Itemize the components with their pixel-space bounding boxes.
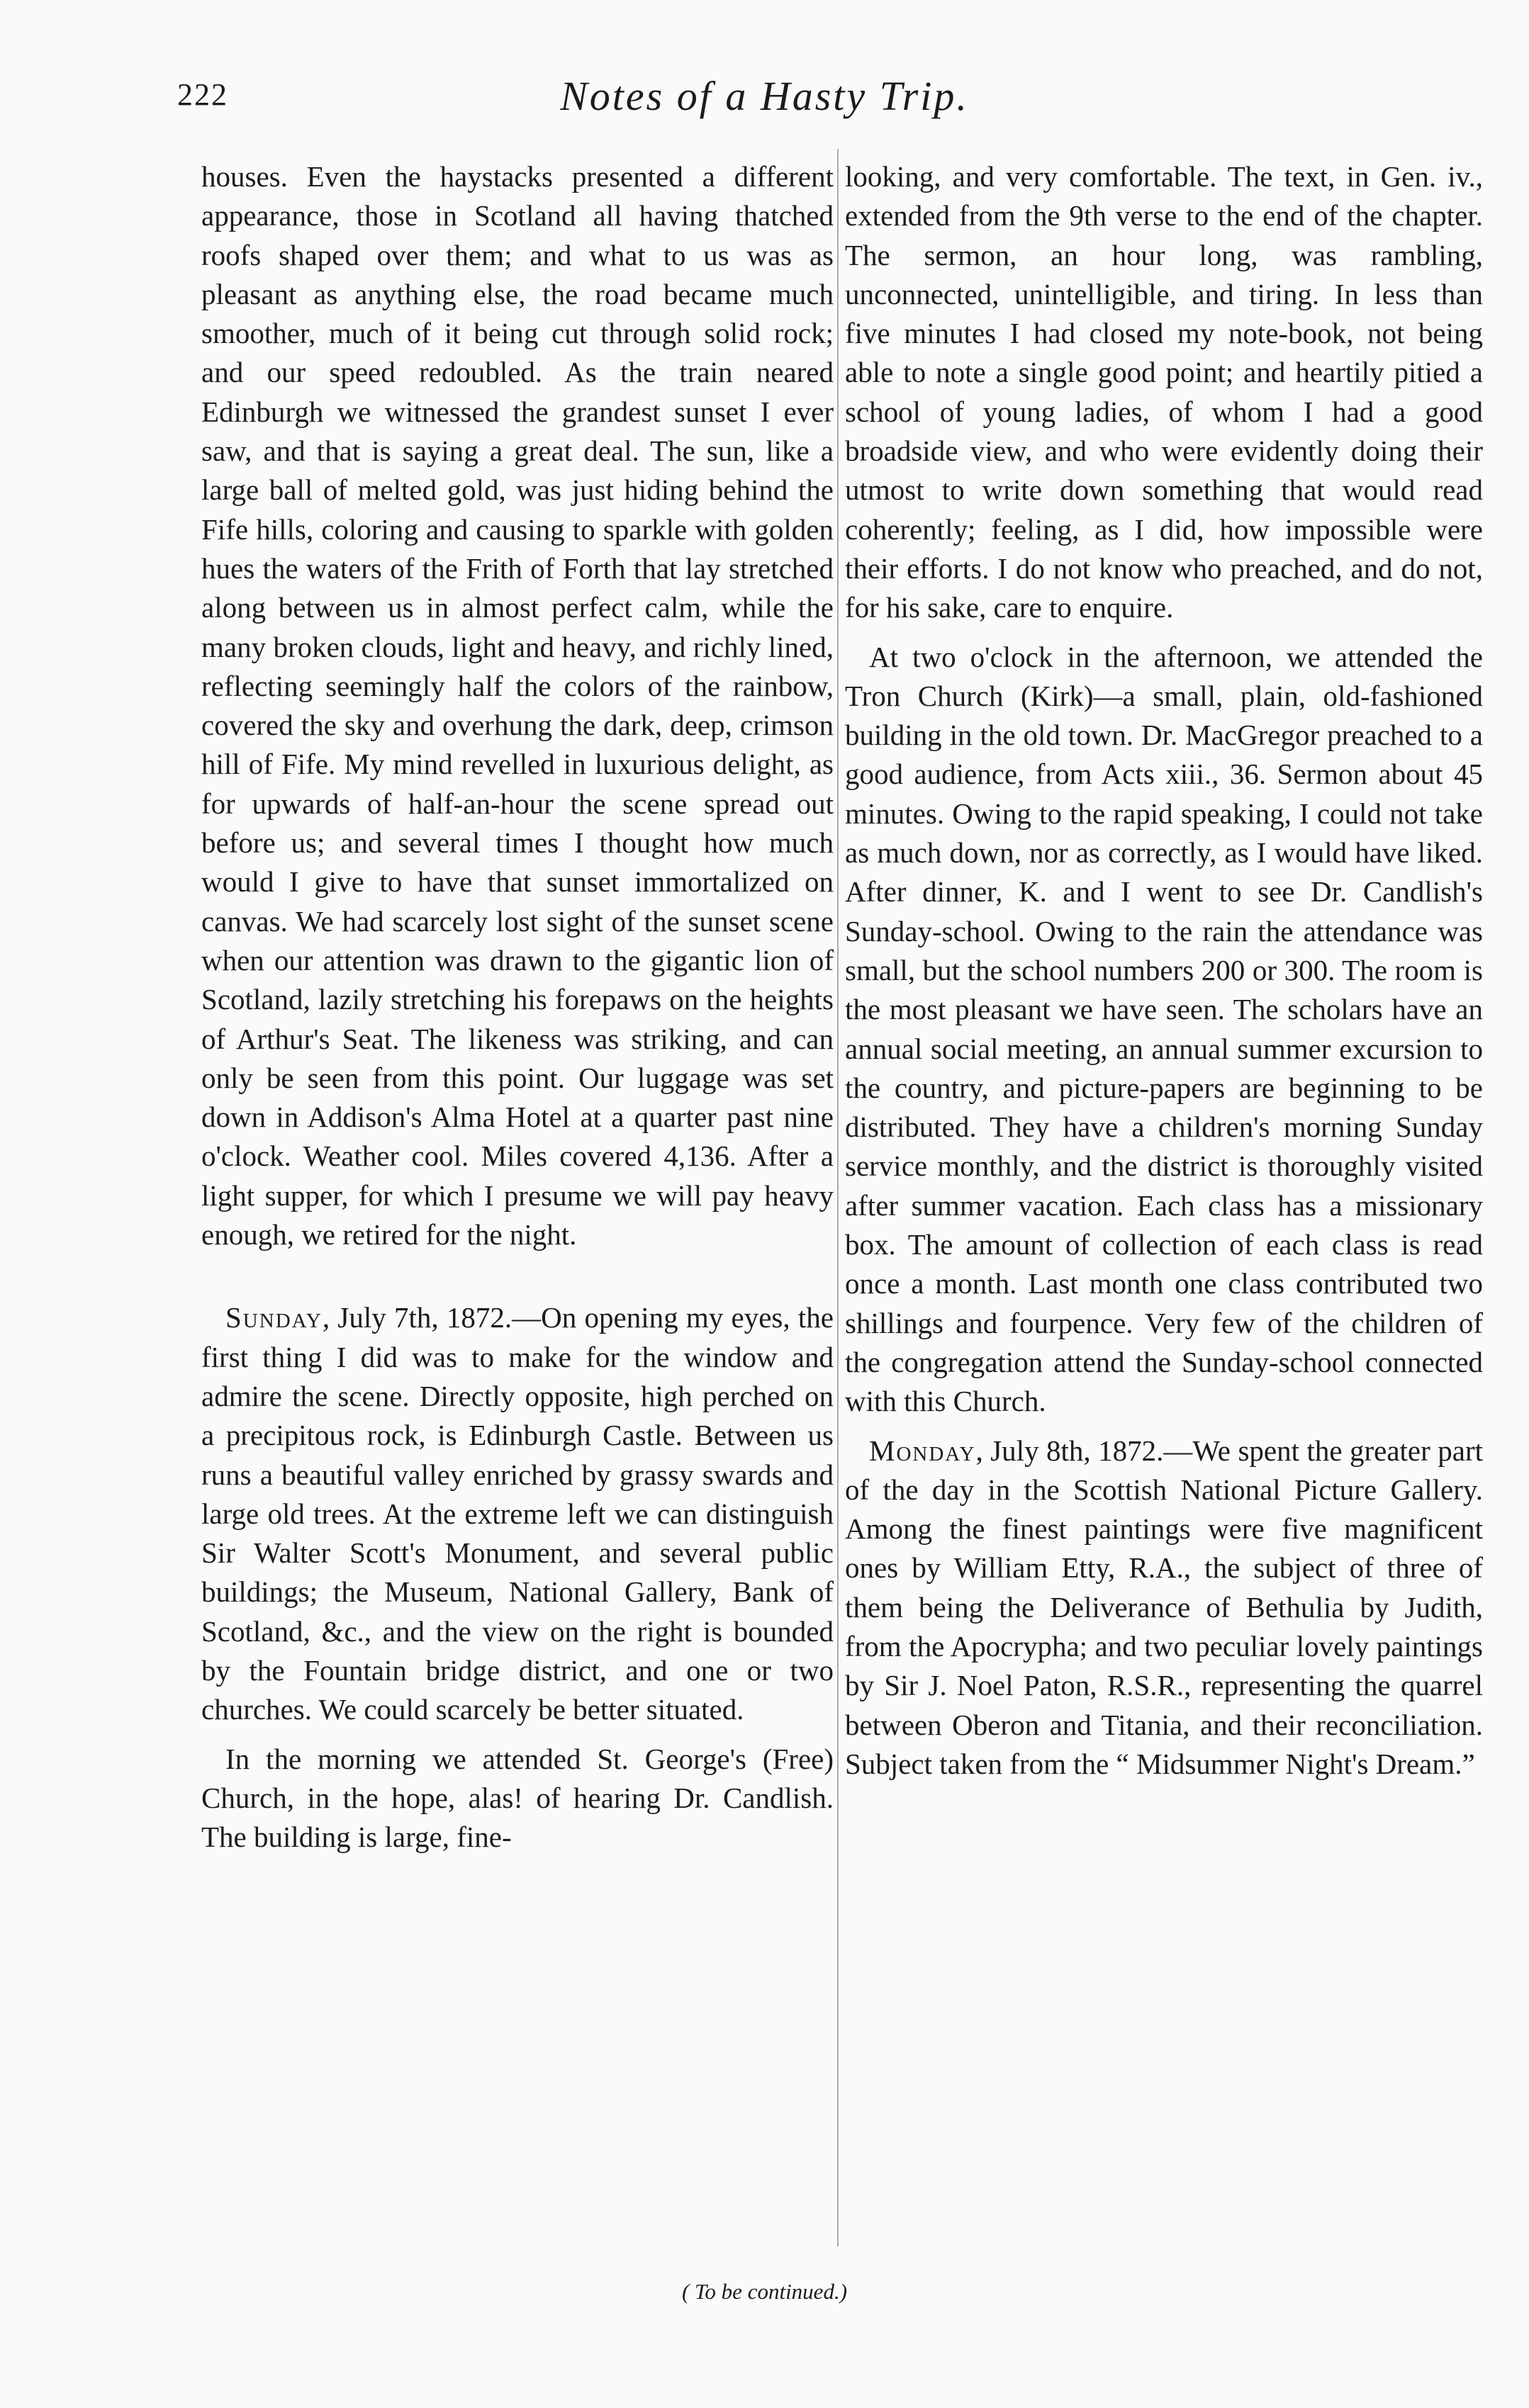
paragraph-text: , July 8th, 1872.—We spent the greater part of the day in the Scottish National Picture Gallery. Among the finest paintings were five magnificent ones by William Etty, R.A., the subject of three of them being the Deliverance of Bethulia by Judith, from the Apocrypha; and two peculiar lovely paintings by Sir J. Noel Paton, R.S.R., representing the quarrel between Oberon and Titania, and their reconciliation. Subject taken from the “ Midsummer Night's Dream.” [845,1434,1483,1780]
paragraph [201,1298,834,1729]
right-column [845,157,1483,1784]
day-heading: Sunday [225,1301,323,1334]
paragraph: At two o'clock in the afternoon, we attended the Tron Church (Kirk)—a small, plain, old-fashioned building in the old town. Dr. MacGregor preached to a good audience, from Acts xiii., 36. Sermon about 45 minutes. Owing to the rapid speaking, I could not take as much down, nor as correctly, as I would have liked. After dinner, K. and I went to see Dr. Candlish's Sunday-school. Owing to the rain the attendance was small, but the school numbers 200 or 300. The room is the most pleasant we have seen. The scholars have an annual social meeting, an annual summer excursion to the country, and picture-papers are beginning to be distributed. They have a children's morning Sunday service monthly, and the district is thoroughly visited after summer vacation. Each class has a missionary box. The amount of collection of each class is read once a month. Last month one class contributed two shillings and fourpence. Very few of the children of the congregation attend the Sunday-school connected with this Church. [845,640,1483,1418]
left-column [201,157,834,1857]
paragraph [845,1431,1483,1784]
to-be-continued-note: ( To be continued.) [681,2279,848,2304]
paragraph: houses. Even the haystacks presented a different appearance, those in Scotland all having thatched roofs shaped over them; and what to us was as pleasant as anything else, the road became much smoother, much of it being cut through solid rock; and our speed redoubled. As the train neared Edinburgh we witnessed the grandest sunset I ever saw, and that is saying a great deal. The sun, like a large ball of melted gold, was just hiding behind the Fife hills, coloring and causing to sparkle with golden hues the waters of the Frith of Forth that lay stretched along between us in almost perfect calm, while the many broken clouds, light and heavy, and richly lined, reflecting seemingly half the colors of the rainbow, covered the sky and overhung the dark, deep, crimson hill of Fife. My mind revelled in luxurious delight, as for upwards of half-an-hour the scene spread out before us; and several times I thought how much would I give to have that sunset immortalized on canvas. We had scarcely lost sight of the sunset scene when our attention was drawn to the gigantic lion of Scotland, lazily stretching his forepaws on the heights of Arthur's Seat. The likeness was striking, and can only be seen from this point. Our luggage was set down in Addison's Alma Hotel at a quarter past nine o'clock. Weather cool. Miles covered 4,136. After a light supper, for which I presume we will pay heavy enough, we retired for the night. [201,160,834,1251]
running-title: Notes of a Hasty Trip. [560,73,969,119]
column-divider [837,149,839,2246]
paragraph: looking, and very comfortable. The text, in Gen. iv., extended from the 9th verse to the end of the chapter. The sermon, an hour long, was rambling, unconnected, unintelligible, and tiring. In less than five minutes I had closed my note-book, not being able to note a single good point; and heartily pitied a school of young ladies, of whom I had a good broadside view, and who were evidently doing their utmost to write down something that would read coherently; feeling, as I did, how impossible were their efforts. I do not know who preached, and do not, for his sake, care to enquire. [845,160,1483,624]
paragraph: In the morning we attended St. George's (Free) Church, in the hope, alas! of hearing Dr. Candlish. The building is large, fine- [201,1742,834,1854]
day-heading: Monday [869,1434,976,1467]
paragraph-text: , July 7th, 1872.—On opening my eyes, the first thing I did was to make for the window and admire the scene. Directly opposite, high perched on a precipitous rock, is Edinburgh Castle. Between us runs a beautiful valley enriched by grassy swards and large old trees. At the extreme left we can distinguish Sir Walter Scott's Monument, and several public buildings; the Museum, National Gallery, Bank of Scotland, &c., and the view on the right is bounded by the Fountain bridge district, and one or two churches. We could scarcely be better situated. [201,1301,834,1726]
page-number: 222 [177,77,228,112]
